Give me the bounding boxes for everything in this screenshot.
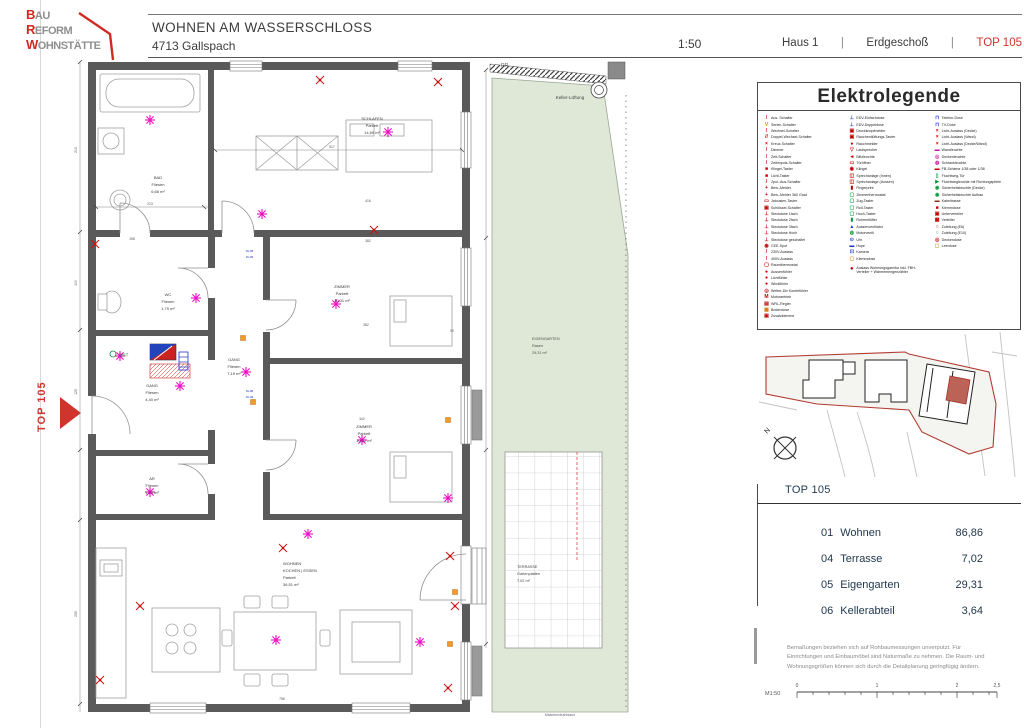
top-label: TOP 105 xyxy=(976,37,1022,49)
legend-symbol-icon: ■ xyxy=(935,204,939,211)
legend-item-label: Lautsprecher xyxy=(856,148,878,153)
svg-text:2: 2 xyxy=(955,683,959,689)
legend-symbol-icon: ▢ xyxy=(849,198,855,205)
legend-symbol-icon: / xyxy=(765,147,768,154)
svg-text:Fliesen: Fliesen xyxy=(227,364,241,369)
legend-item-label: Dimmer xyxy=(771,148,784,153)
legend-item-label: Rohrentlüfter xyxy=(856,218,878,223)
svg-text:EIGENGARTEN: EIGENGARTEN xyxy=(532,337,560,341)
room-label-wc xyxy=(161,292,175,311)
svg-text:756: 756 xyxy=(279,697,285,701)
legend-item-label: Kabeltrasse xyxy=(941,199,961,204)
legend-symbol-icon: ▤ xyxy=(764,300,769,307)
row-number: 01 xyxy=(821,527,834,539)
legend-symbol-icon: ● xyxy=(850,265,854,272)
svg-text:GANG: GANG xyxy=(228,357,240,362)
legend-symbol-icon: / xyxy=(765,249,768,256)
legend-item-label: TV-Dose xyxy=(941,122,956,127)
svg-text:10,32 m²: 10,32 m² xyxy=(356,438,372,443)
legend-symbol-icon: ◉ xyxy=(934,191,940,198)
legend-item-label: Rauchmelder xyxy=(856,141,878,146)
legend-item-label: EDV-Einfachdose xyxy=(856,116,885,121)
highlighted-unit xyxy=(946,376,970,404)
legend-symbol-icon: ▣ xyxy=(934,211,940,218)
legend-symbol-icon: × xyxy=(935,134,939,141)
legend-item-label: Licht-Taster xyxy=(771,173,790,178)
legend-item-label: Zeitimpuls-Schalter xyxy=(771,160,802,165)
legend-symbol-icon: ▭ xyxy=(849,159,855,166)
svg-text:7,02 m²: 7,02 m² xyxy=(517,579,530,583)
svg-text:10,31 m²: 10,31 m² xyxy=(334,298,350,303)
legend-symbol-icon: ▦ xyxy=(934,217,940,224)
legend-symbol-icon: × xyxy=(765,140,768,147)
svg-text:Parkett: Parkett xyxy=(335,291,349,296)
door-codes xyxy=(246,249,254,399)
legend-item-label: CEE-Spot xyxy=(771,244,787,248)
svg-text:DL09: DL09 xyxy=(246,255,254,259)
legend-item-label: Zusatzklemme xyxy=(771,314,795,319)
north-compass-icon xyxy=(763,427,796,459)
logo-line-1: BAU xyxy=(26,7,50,22)
legend-item-label: Sprechanlage (Aussen) xyxy=(856,180,894,185)
row-name: Terrasse xyxy=(840,553,883,565)
legend-symbol-icon: ⊥ xyxy=(849,115,854,122)
svg-text:Parkett: Parkett xyxy=(283,575,296,580)
legend-item-label: Deckendose xyxy=(941,237,962,242)
legend-item-label: Serien-Schalter xyxy=(771,122,796,127)
svg-text:125: 125 xyxy=(74,389,78,395)
legend-item-label: Steckdose 1fach xyxy=(771,212,798,217)
kitchen-island xyxy=(152,608,220,672)
legend-item-label: Aussenventilator xyxy=(856,224,883,229)
legend-symbol-icon: ◫ xyxy=(849,179,855,186)
legend-symbol-icon: ▮ xyxy=(850,217,854,224)
legend-item-label: Druckknopfmelder xyxy=(856,128,886,133)
legend-item-label: Klemmdose xyxy=(856,256,876,261)
geschoss-label: Erdgeschoß xyxy=(866,37,929,49)
legend-item-label: Klingel-Taster xyxy=(771,167,793,172)
svg-text:1,79 m²: 1,79 m² xyxy=(161,306,175,311)
elektro-legend xyxy=(757,82,1021,330)
legend-column-2 xyxy=(847,115,932,320)
scale-ticks xyxy=(797,692,997,698)
legend-symbol-icon: × xyxy=(935,127,939,134)
legend-title: Elektrolegende xyxy=(817,86,961,107)
legend-symbol-icon: ⊓ xyxy=(935,115,940,122)
legend-symbol-icon: / xyxy=(765,255,768,262)
rr-label: RR xyxy=(501,63,509,69)
svg-text:90: 90 xyxy=(450,329,454,333)
legend-item-label: Klemmdose xyxy=(941,205,961,210)
legend-item-label: Aussenfühler xyxy=(771,269,792,274)
legend-symbol-icon: // xyxy=(765,134,768,141)
project-title: WOHNEN AM WASSERSCHLOSS xyxy=(152,20,373,35)
legend-item-label: Zuleitung (E6) xyxy=(941,224,965,229)
svg-text:DL08: DL08 xyxy=(246,249,254,253)
top105-title: TOP 105 xyxy=(785,484,831,496)
sofa xyxy=(340,610,412,674)
top105-table xyxy=(757,484,1021,624)
legend-symbol-icon: ◎ xyxy=(934,236,940,243)
svg-text:WC: WC xyxy=(164,292,172,297)
svg-text:6,66 m²: 6,66 m² xyxy=(151,189,165,194)
row-value: 7,02 xyxy=(961,553,983,565)
legend-symbol-icon: ▣ xyxy=(849,134,855,141)
legend-item-label: Bodendose xyxy=(771,307,790,312)
legend-symbol-icon: ● xyxy=(764,268,769,275)
legend-symbol-icon: / xyxy=(765,159,768,166)
legend-item-label: 230V-Auslass xyxy=(771,250,793,255)
legend-item-label: Wetter-Div Kombifühler xyxy=(771,288,809,293)
row-value: 29,31 xyxy=(955,579,983,591)
legend-symbol-icon: ▬ xyxy=(849,243,855,249)
svg-text:WOHNEN: WOHNEN xyxy=(283,561,302,566)
legend-symbol-icon: / xyxy=(765,115,768,122)
legend-item-label: Schlüssel-Schalter xyxy=(771,205,801,210)
svg-text:Rasen: Rasen xyxy=(532,344,543,348)
legend-item-label: Licht-Auslass (Wand) xyxy=(941,135,976,140)
legend-symbol-icon: × xyxy=(935,140,939,147)
legend-symbol-icon: ▮ xyxy=(850,185,854,192)
legend-symbol-icon: ▬ xyxy=(934,166,940,173)
legend-item-label: Fluchtwegleuchte mit Richtungspfeile xyxy=(941,180,1001,185)
legend-item-label: Sicherheitsleuchte (Decke) xyxy=(941,186,985,191)
svg-text:Gartenplatten: Gartenplatten xyxy=(517,572,541,576)
table-row xyxy=(757,572,1021,598)
legend-item-label: Kamera xyxy=(856,250,869,255)
legend-symbol-icon: + xyxy=(765,185,768,192)
legend-item-label: Motorventil xyxy=(856,231,874,236)
disclaimer-bar xyxy=(754,628,757,664)
legend-item-label: Hupe xyxy=(856,244,865,248)
legend-symbol-icon: ◉ xyxy=(764,243,769,249)
svg-text:DL08: DL08 xyxy=(246,389,254,393)
terrasse-area xyxy=(505,452,602,648)
legend-symbol-icon: ● xyxy=(850,140,854,147)
svg-text:198: 198 xyxy=(129,237,135,241)
legend-item-label: Auslass Wohnungsgarnitur inkl. FBH-Verteiler + Wärmemengenzähler xyxy=(856,265,916,275)
legend-symbol-icon: ⊥ xyxy=(764,230,769,237)
legend-symbol-icon: ◍ xyxy=(849,230,855,237)
svg-text:1: 1 xyxy=(875,683,879,689)
svg-text:29,31 m²: 29,31 m² xyxy=(532,351,547,355)
legend-item-label: Licht-Auslass (Decke) xyxy=(941,128,977,133)
legend-symbol-icon: ◍ xyxy=(934,159,940,166)
svg-text:DL09: DL09 xyxy=(246,395,254,399)
legend-symbol-icon: M xyxy=(764,294,769,301)
legend-symbol-icon: V xyxy=(764,121,769,128)
brw-logo xyxy=(26,8,146,60)
svg-text:213: 213 xyxy=(147,202,153,206)
legend-symbol-icon: ⊙ xyxy=(849,236,854,243)
legend-item-label: Klingel xyxy=(856,167,868,172)
legend-item-label: Zeit-Schalter xyxy=(771,154,792,159)
legend-item xyxy=(847,256,932,262)
side-top-label: TOP 105 xyxy=(36,381,48,432)
row-name: Wohnen xyxy=(840,527,882,539)
legend-item-label: Jalousien-Taster xyxy=(771,199,798,204)
haus-label: Haus 1 xyxy=(782,37,819,49)
legend-item-label: Blitzleuchte xyxy=(856,154,875,159)
legend-symbol-icon: + xyxy=(765,191,768,198)
room-label-ar xyxy=(145,476,159,495)
svg-text:Fliesen: Fliesen xyxy=(161,299,175,304)
legend-item-label: Steckdose geschaltet xyxy=(771,237,806,242)
legend-item-label: Steckdose Hoch xyxy=(771,231,798,236)
legend-symbol-icon: ▦ xyxy=(764,306,769,313)
legend-item-label: Zimmerthermostat xyxy=(856,192,886,197)
legend-item-label: Schrankleuchte xyxy=(941,160,967,165)
keller-lueftung-shaft-icon xyxy=(591,82,607,98)
legend-symbol-icon: ■ xyxy=(764,166,769,173)
legend-item-label: Lichtfühler xyxy=(771,275,788,280)
svg-text:AR: AR xyxy=(149,476,155,481)
legend-symbol-icon: ⊥ xyxy=(849,121,854,128)
legend-symbol-icon: ▭ xyxy=(764,198,769,205)
project-address: 4713 Gallspach xyxy=(152,39,236,53)
svg-text:Fliesen: Fliesen xyxy=(151,182,165,187)
disclaimer-text: Bemaßungen beziehen sich auf Rohbaumessungen unverputzt. Für Einrichtungen und Einbaumöbel sind Naturmaße zu nehmen. Die Raum- und Wohnungsgrößen können sich durch die Detailplanung geringfügig ändern. xyxy=(787,645,985,670)
legend-item-label: Leerdose xyxy=(941,244,957,248)
room-label-gang2 xyxy=(145,383,159,402)
scale-numbers xyxy=(796,683,1001,689)
svg-text:Fliesen: Fliesen xyxy=(145,483,159,488)
svg-text:Fliesen: Fliesen xyxy=(145,390,159,395)
svg-text:382: 382 xyxy=(363,323,369,327)
svg-text:KOCHEN | ESSEN: KOCHEN | ESSEN xyxy=(283,568,317,573)
logo-line-2: REFORM xyxy=(26,22,73,37)
svg-text:517: 517 xyxy=(329,145,335,149)
legend-item-label: Hoch-Taster xyxy=(856,212,876,217)
legend-symbol-icon: ⊥ xyxy=(764,217,769,224)
svg-text:GANG: GANG xyxy=(146,383,158,388)
row-number: 05 xyxy=(821,579,834,591)
legend-item-label: Aus- Schalter xyxy=(771,116,793,121)
legend-symbol-icon: ⊡ xyxy=(849,249,854,256)
svg-text:2,5: 2,5 xyxy=(993,683,1001,689)
wst-icon xyxy=(110,351,116,357)
legend-symbol-icon: ▢ xyxy=(934,243,940,249)
legend-item-label: Steckdose 2fach xyxy=(771,218,798,223)
svg-text:382: 382 xyxy=(365,239,371,243)
legend-item-label: Bew.-Melder xyxy=(771,186,791,191)
legend-symbol-icon: ▢ xyxy=(849,255,855,262)
svg-text:4,40 m²: 4,40 m² xyxy=(145,397,159,402)
room-label-bad xyxy=(151,175,165,194)
title-block xyxy=(152,20,372,53)
legend-item xyxy=(933,243,1018,249)
row-name: Kellerabteil xyxy=(840,605,895,617)
legend-item-label: EDV-Doppeldose xyxy=(856,122,884,127)
svg-text:36,51 m²: 36,51 m² xyxy=(283,582,299,587)
table-row xyxy=(757,546,1021,572)
drawing-scale: 1:50 xyxy=(678,37,702,51)
svg-text:7,19 m²: 7,19 m² xyxy=(227,371,241,376)
header-top-rule xyxy=(148,14,1022,15)
svg-text:0: 0 xyxy=(795,683,799,689)
legend-symbol-icon: ◎ xyxy=(934,153,940,160)
floor-plan xyxy=(40,56,640,722)
legend-item-label: WRL-Regler xyxy=(771,301,791,306)
legend-symbol-icon: ▶ xyxy=(935,179,940,186)
room-label-wohnen xyxy=(283,561,317,587)
logo-line-3: WOHNSTÄTTE xyxy=(26,37,101,52)
svg-text:416: 416 xyxy=(365,199,371,203)
legend-item-label: Raumthermostat xyxy=(771,263,798,268)
wst-label: WST xyxy=(119,352,129,358)
room-label-gang1 xyxy=(227,357,241,376)
legend-item-label: Türöffner xyxy=(856,160,871,165)
legend-symbol-icon: / xyxy=(765,153,768,160)
legend-item-label: Unterverteiler xyxy=(941,212,964,217)
washing-machine xyxy=(98,128,124,154)
legend-item-label: Rauchentlüftungs-Taster xyxy=(856,135,896,140)
legend-item-label: FB-Schiene 1/38 oder 1/38 xyxy=(941,167,985,172)
legend-item-label: Zug-Taster xyxy=(856,199,874,204)
legend-item-label: Motorantrieb xyxy=(771,295,792,300)
table-row xyxy=(757,598,1021,624)
keller-lueftung-label: Keller-Lüftung xyxy=(555,95,585,100)
legend-item-label: Deckenleuchte xyxy=(941,154,966,159)
legend-column-1 xyxy=(762,115,847,320)
legend-symbol-icon: ◫ xyxy=(849,172,855,179)
room-label-zimmer2 xyxy=(356,424,372,443)
svg-text:SCHLAFEN: SCHLAFEN xyxy=(361,116,383,121)
svg-text:BAD: BAD xyxy=(153,175,163,180)
svg-text:1,94 m²: 1,94 m² xyxy=(145,490,159,495)
row-name: Eigengarten xyxy=(840,579,900,591)
legend-item-label: Steckdose 3fach xyxy=(771,224,798,229)
legend-item-label: Roll-Taster xyxy=(856,205,874,210)
row-number: 04 xyxy=(821,553,834,565)
legend-item-label: Wandleuchte xyxy=(941,148,963,153)
north-label: N xyxy=(763,426,772,436)
row-value: 3,64 xyxy=(961,605,983,617)
svg-text:213: 213 xyxy=(74,147,78,153)
location-row: Haus 1 | Erdgeschoß | TOP 105 xyxy=(782,37,1022,49)
legend-item-label: Kreuz-Schalter xyxy=(771,141,795,146)
legend-symbol-icon: ⊥ xyxy=(764,236,769,243)
legend-symbol-icon: ▣ xyxy=(849,127,855,134)
legend-symbol-icon: ▢ xyxy=(849,204,855,211)
svg-text:14,69 m²: 14,69 m² xyxy=(364,130,380,135)
legend-item-label: Sprechanlage (Innen) xyxy=(856,173,891,178)
legend-item-label: Fluchtweg-Tür xyxy=(941,173,965,178)
legend-symbol-icon: ◎ xyxy=(764,287,769,294)
svg-text:ZIMMER: ZIMMER xyxy=(356,424,372,429)
legend-symbol-icon: ▲ xyxy=(849,223,855,230)
svg-text:100: 100 xyxy=(74,280,78,286)
legend-item-label: Bew.-Melder 360 Grad xyxy=(771,192,807,197)
legend-symbol-icon: ■ xyxy=(764,172,769,179)
legend-symbol-icon: / xyxy=(765,179,768,186)
legend-symbol-icon: ▬ xyxy=(934,147,940,154)
legend-symbol-icon: ▽ xyxy=(849,147,854,154)
legend-item-label: Windfühler xyxy=(771,282,789,287)
shaft-block xyxy=(608,62,625,79)
legend-symbol-icon: ○ xyxy=(935,223,939,230)
fence-label: Maschendrahtzaun xyxy=(544,713,576,717)
legend-symbol-icon: ▬ xyxy=(934,198,940,205)
row-value: 86,86 xyxy=(955,527,983,539)
legend-symbol-icon: ○ xyxy=(935,230,939,237)
legend-symbol-icon: ▢ xyxy=(849,191,855,198)
svg-text:TERRASSE: TERRASSE xyxy=(517,565,538,569)
legend-symbol-icon: ▣ xyxy=(764,204,769,211)
legend-symbol-icon: ⊥ xyxy=(764,223,769,230)
top105-rows xyxy=(757,520,1021,624)
legend-symbol-icon: ◉ xyxy=(934,185,940,192)
scale-bar-label: M1:50 xyxy=(765,691,781,697)
legend-symbol-icon: ● xyxy=(764,281,769,288)
legend-symbol-icon: ▣ xyxy=(764,313,769,320)
legend-item-label: Uhr xyxy=(856,237,863,242)
legend-item-label: Sicherheitsleuchte Aufbau xyxy=(941,192,984,197)
top105-title-rule xyxy=(757,503,1021,504)
legend-symbol-icon: ◉ xyxy=(849,166,855,173)
legend-item-label: Wechsel-Schalter xyxy=(771,128,800,133)
legend-symbol-icon: ▢ xyxy=(764,262,769,269)
svg-text:Parkett: Parkett xyxy=(357,431,371,436)
row-number: 06 xyxy=(821,605,834,617)
legend-item-label: Doppel-Wechsel-Schalter xyxy=(771,135,812,140)
legend-symbol-icon: ● xyxy=(764,274,769,281)
site-plan xyxy=(757,332,1021,478)
svg-text:235: 235 xyxy=(74,611,78,617)
svg-text:ZIMMER: ZIMMER xyxy=(334,284,350,289)
legend-column-3 xyxy=(933,115,1018,320)
legend-item-label: Verteiler xyxy=(941,218,955,223)
distribution-board xyxy=(150,344,190,378)
legend-item-label: Zuleitung (E10) xyxy=(941,231,967,236)
legend-symbol-icon: ▯ xyxy=(935,172,939,179)
table-row xyxy=(757,520,1021,546)
svg-text:342: 342 xyxy=(359,417,365,421)
legend-item-label: Fingerprint xyxy=(856,186,874,191)
legend-item-label: Licht-Auslass (Decke/Wand) xyxy=(941,141,987,146)
room-label-zimmer1 xyxy=(334,284,350,303)
legend-item-label: 400V-Auslass xyxy=(771,256,793,261)
svg-text:Parkett: Parkett xyxy=(365,123,379,128)
legend-item xyxy=(762,313,847,319)
legend-symbol-icon: / xyxy=(765,127,768,134)
legend-symbol-icon: ▢ xyxy=(849,211,855,218)
legend-symbol-icon: ⊥ xyxy=(764,211,769,218)
legend-symbol-icon: ⊓ xyxy=(935,121,940,128)
legend-item-special xyxy=(847,266,932,274)
legend-symbol-icon: ◄ xyxy=(849,153,855,160)
legend-item-label: Telefon-Dose xyxy=(941,116,963,121)
legend-item-label: 2pol.-Aus-Schalter xyxy=(771,180,801,185)
scale-bar xyxy=(757,678,1021,708)
